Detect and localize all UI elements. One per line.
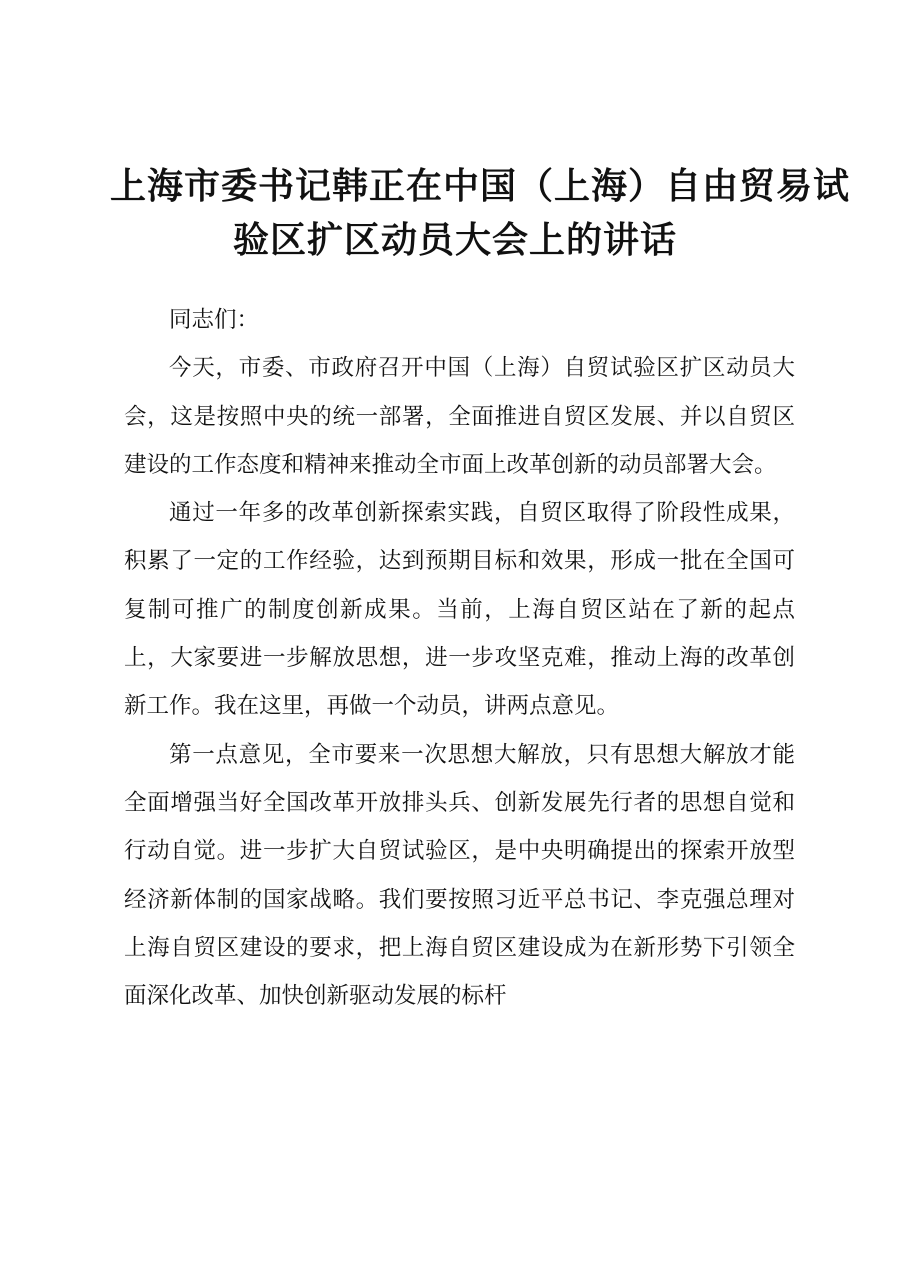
body-paragraph: 今天，市委、市政府召开中国（上海）自贸试验区扩区动员大会，这是按照中央的统一部署，全面推进自贸区发展、并以自贸区建设的工作态度和精神来推动全市面上改革创新的动员部署大会。 bbox=[124, 355, 795, 478]
title-line-1: 上海市委书记韩正在中国（上海）自由贸易试 bbox=[110, 166, 851, 207]
body-paragraph: 第一点意见，全市要来一次思想大解放，只有思想大解放才能全面增强当好全国改革开放排头兵、创新发展先行者的思想自觉和行动自觉。进一步扩大自贸试验区，是中央明确提出的探索开放型经济新体制的国家战略。我们要按照习近平总书记、李克强总理对上海自贸区建设的要求，把上海自贸区建设成为在新形势下引领全面深化改革、加快创新驱动发展的标杆 bbox=[124, 741, 795, 1010]
body-paragraph: 通过一年多的改革创新探索实践，自贸区取得了阶段性成果，积累了一定的工作经验，达到预期目标和效果，形成一批在全国可复制可推广的制度创新成果。当前，上海自贸区站在了新的起点上，大家要进一步解放思想，进一步攻坚克难，推动上海的改革创新工作。我在这里，再做一个动员，讲两点意见。 bbox=[124, 500, 795, 720]
document-body bbox=[124, 296, 795, 1020]
title-line-2: 验区扩区动员大会上的讲话 bbox=[232, 220, 677, 261]
salutation-paragraph: 同志们： bbox=[169, 307, 260, 333]
document-title bbox=[110, 160, 851, 268]
